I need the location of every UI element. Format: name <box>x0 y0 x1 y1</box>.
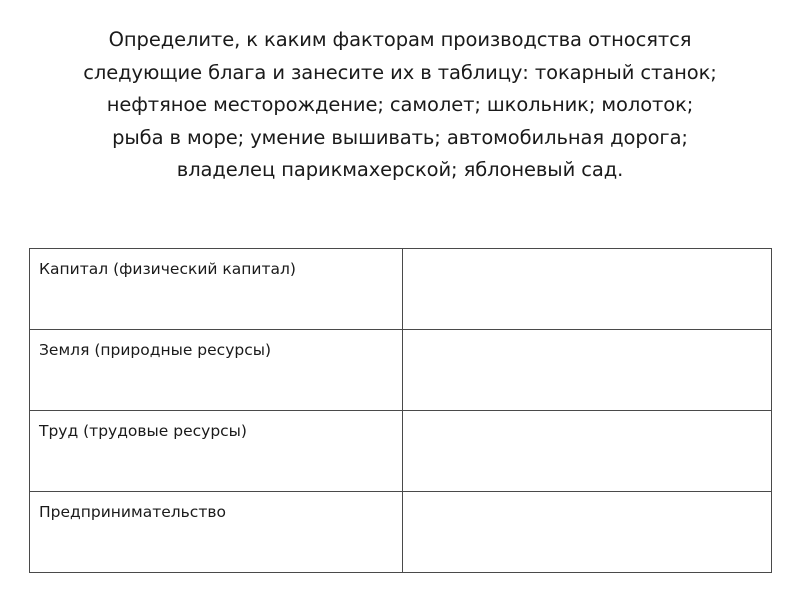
answer-cell-land[interactable] <box>403 330 772 411</box>
answer-cell-entrepreneurship[interactable] <box>403 492 772 573</box>
task-line: нефтяное месторождение; самолет; школьник; молоток; <box>106 93 694 116</box>
factor-label-entrepreneurship: Предпринимательство <box>30 492 403 573</box>
task-line: владелец парикмахерской; яблоневый сад. <box>176 158 624 181</box>
table-row-labor <box>30 411 772 492</box>
factor-label-capital: Капитал (физический капитал) <box>30 249 403 330</box>
factors-table <box>29 248 772 573</box>
factor-label-land: Земля (природные ресурсы) <box>30 330 403 411</box>
answer-cell-capital[interactable] <box>403 249 772 330</box>
table-row-land <box>30 330 772 411</box>
table-row-capital <box>30 249 772 330</box>
factor-label-labor: Труд (трудовые ресурсы) <box>30 411 403 492</box>
factors-table-body <box>30 249 772 573</box>
task-line: следующие блага и занесите их в таблицу: токарный станок; <box>83 60 717 84</box>
task-statement <box>60 24 740 187</box>
task-line: Определите, к каким факторам производства относятся <box>108 28 692 51</box>
answer-cell-labor[interactable] <box>403 411 772 492</box>
task-line: рыба в море; умение вышивать; автомобильная дорога; <box>112 125 688 149</box>
table-row-entrepreneurship <box>30 492 772 573</box>
